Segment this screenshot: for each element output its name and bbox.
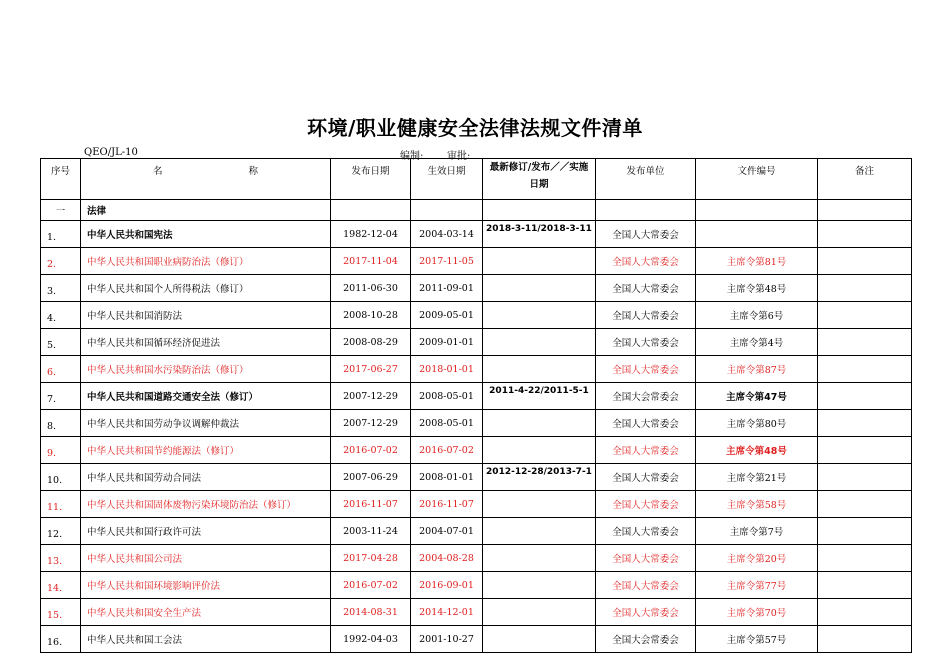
row-remark <box>818 491 912 518</box>
empty-cell <box>818 200 912 221</box>
row-law-name: 中华人民共和国职业病防治法（修订） <box>81 248 331 275</box>
regulation-table <box>40 158 912 653</box>
row-number: 12. <box>41 518 81 545</box>
row-latest-revision <box>483 572 596 599</box>
row-number: 6. <box>41 356 81 383</box>
row-publish-date: 2017-06-27 <box>331 356 411 383</box>
header-effective-date: 生效日期 <box>411 159 483 200</box>
row-publish-date: 2011-06-30 <box>331 275 411 302</box>
table-row <box>41 356 912 383</box>
row-issuing-unit: 全国人大常委会 <box>596 356 696 383</box>
compiled-by-label: 编制: <box>400 151 424 162</box>
row-remark <box>818 464 912 491</box>
row-file-number: 主席令第4号 <box>696 329 818 356</box>
row-file-number: 主席令第87号 <box>696 356 818 383</box>
row-latest-revision <box>483 302 596 329</box>
row-effective-date: 2018-01-01 <box>411 356 483 383</box>
empty-cell <box>331 200 411 221</box>
row-number: 2. <box>41 248 81 275</box>
row-remark <box>818 275 912 302</box>
row-effective-date: 2016-09-01 <box>411 572 483 599</box>
row-law-name: 中华人民共和国个人所得税法（修订） <box>81 275 331 302</box>
row-number: 16. <box>41 626 81 653</box>
row-publish-date: 2007-12-29 <box>331 410 411 437</box>
row-latest-revision <box>483 356 596 383</box>
row-file-number: 主席令第57号 <box>696 626 818 653</box>
table-row <box>41 464 912 491</box>
row-publish-date: 2007-12-29 <box>331 383 411 410</box>
table-row <box>41 248 912 275</box>
row-issuing-unit: 全国大会常委会 <box>596 626 696 653</box>
row-file-number <box>696 221 818 248</box>
row-file-number: 主席令第48号 <box>696 275 818 302</box>
row-law-name: 中华人民共和国消防法 <box>81 302 331 329</box>
document-code: QEO/JL-10 <box>84 147 138 158</box>
row-effective-date: 2004-08-28 <box>411 545 483 572</box>
section-number: 一 <box>41 200 81 221</box>
row-effective-date: 2004-07-01 <box>411 518 483 545</box>
section-row <box>41 200 912 221</box>
row-latest-revision <box>483 410 596 437</box>
row-number: 15. <box>41 599 81 626</box>
row-number: 5. <box>41 329 81 356</box>
row-number: 14. <box>41 572 81 599</box>
row-number: 10. <box>41 464 81 491</box>
row-remark <box>818 437 912 464</box>
row-remark <box>818 626 912 653</box>
row-effective-date: 2017-11-05 <box>411 248 483 275</box>
row-publish-date: 1982-12-04 <box>331 221 411 248</box>
table-row <box>41 383 912 410</box>
row-law-name: 中华人民共和国固体废物污染环境防治法（修订） <box>81 491 331 518</box>
row-law-name: 中华人民共和国循环经济促进法 <box>81 329 331 356</box>
row-number: 1. <box>41 221 81 248</box>
row-law-name: 中华人民共和国安全生产法 <box>81 599 331 626</box>
row-effective-date: 2011-09-01 <box>411 275 483 302</box>
empty-cell <box>483 200 596 221</box>
header-seq: 序号 <box>41 159 81 200</box>
table-row <box>41 302 912 329</box>
row-issuing-unit: 全国人大常委会 <box>596 302 696 329</box>
row-law-name: 中华人民共和国行政许可法 <box>81 518 331 545</box>
row-remark <box>818 329 912 356</box>
row-file-number: 主席令第6号 <box>696 302 818 329</box>
row-latest-revision <box>483 275 596 302</box>
row-law-name: 中华人民共和国节约能源法（修订） <box>81 437 331 464</box>
row-issuing-unit: 全国人大常委会 <box>596 545 696 572</box>
row-publish-date: 1992-04-03 <box>331 626 411 653</box>
row-effective-date: 2016-07-02 <box>411 437 483 464</box>
row-number: 4. <box>41 302 81 329</box>
header-issuing-unit: 发布单位 <box>596 159 696 200</box>
row-latest-revision <box>483 626 596 653</box>
table-row <box>41 437 912 464</box>
table-header-row <box>41 159 912 200</box>
row-remark <box>818 518 912 545</box>
row-publish-date: 2017-11-04 <box>331 248 411 275</box>
row-effective-date: 2016-11-07 <box>411 491 483 518</box>
row-file-number: 主席令第21号 <box>696 464 818 491</box>
row-file-number: 主席令第47号 <box>696 383 818 410</box>
row-issuing-unit: 全国人大常委会 <box>596 572 696 599</box>
row-effective-date: 2004-03-14 <box>411 221 483 248</box>
table-row <box>41 572 912 599</box>
row-number: 13. <box>41 545 81 572</box>
row-effective-date: 2009-05-01 <box>411 302 483 329</box>
header-name <box>81 159 331 200</box>
row-remark <box>818 383 912 410</box>
row-issuing-unit: 全国人大常委会 <box>596 437 696 464</box>
row-law-name: 中华人民共和国环境影响评价法 <box>81 572 331 599</box>
row-file-number: 主席令第81号 <box>696 248 818 275</box>
table-row <box>41 626 912 653</box>
row-file-number: 主席令第7号 <box>696 518 818 545</box>
row-number: 8. <box>41 410 81 437</box>
row-latest-revision: 2018-3-11/2018-3-11 <box>483 221 596 248</box>
row-latest-revision: 2011-4-22/2011-5-1 <box>483 383 596 410</box>
row-number: 7. <box>41 383 81 410</box>
row-publish-date: 2016-11-07 <box>331 491 411 518</box>
header-file-number: 文件编号 <box>696 159 818 200</box>
row-latest-revision <box>483 545 596 572</box>
row-effective-date: 2008-05-01 <box>411 410 483 437</box>
row-latest-revision: 2012-12-28/2013-7-1 <box>483 464 596 491</box>
row-issuing-unit: 全国人大常委会 <box>596 329 696 356</box>
table-row <box>41 599 912 626</box>
header-remark: 备注 <box>818 159 912 200</box>
row-remark <box>818 221 912 248</box>
row-issuing-unit: 全国人大常委会 <box>596 410 696 437</box>
row-publish-date: 2017-04-28 <box>331 545 411 572</box>
row-law-name: 中华人民共和国劳动争议调解仲裁法 <box>81 410 331 437</box>
row-law-name: 中华人民共和国工会法 <box>81 626 331 653</box>
row-effective-date: 2014-12-01 <box>411 599 483 626</box>
table-row <box>41 491 912 518</box>
reviewed-by-label: 审批: <box>447 151 471 162</box>
row-effective-date: 2008-01-01 <box>411 464 483 491</box>
row-issuing-unit: 全国人大常委会 <box>596 248 696 275</box>
row-publish-date: 2016-07-02 <box>331 437 411 464</box>
row-law-name: 中华人民共和国道路交通安全法（修订） <box>81 383 331 410</box>
header-name-part-b: 称 <box>248 166 259 177</box>
row-publish-date: 2014-08-31 <box>331 599 411 626</box>
row-file-number: 主席令第58号 <box>696 491 818 518</box>
row-issuing-unit: 全国人大常委会 <box>596 464 696 491</box>
empty-cell <box>411 200 483 221</box>
row-publish-date: 2016-07-02 <box>331 572 411 599</box>
row-law-name: 中华人民共和国劳动合同法 <box>81 464 331 491</box>
row-remark <box>818 599 912 626</box>
table-row <box>41 545 912 572</box>
header-latest-revision: 最新修订/发布／／实施日期 <box>483 159 596 200</box>
row-publish-date: 2003-11-24 <box>331 518 411 545</box>
header-publish-date: 发布日期 <box>331 159 411 200</box>
row-issuing-unit: 全国人大常委会 <box>596 518 696 545</box>
table-row <box>41 410 912 437</box>
row-law-name: 中华人民共和国水污染防治法（修订） <box>81 356 331 383</box>
row-publish-date: 2007-06-29 <box>331 464 411 491</box>
row-latest-revision <box>483 329 596 356</box>
table-row <box>41 221 912 248</box>
row-file-number: 主席令第70号 <box>696 599 818 626</box>
row-issuing-unit: 全国人大常委会 <box>596 221 696 248</box>
row-remark <box>818 356 912 383</box>
row-file-number: 主席令第48号 <box>696 437 818 464</box>
row-effective-date: 2009-01-01 <box>411 329 483 356</box>
row-file-number: 主席令第80号 <box>696 410 818 437</box>
row-file-number: 主席令第77号 <box>696 572 818 599</box>
row-issuing-unit: 全国大会常委会 <box>596 383 696 410</box>
row-latest-revision <box>483 518 596 545</box>
page-title: 环境/职业健康安全法律法规文件清单 <box>307 116 643 140</box>
table-row <box>41 518 912 545</box>
row-issuing-unit: 全国人大常委会 <box>596 491 696 518</box>
row-latest-revision <box>483 437 596 464</box>
empty-cell <box>596 200 696 221</box>
row-latest-revision <box>483 491 596 518</box>
row-issuing-unit: 全国人大常委会 <box>596 599 696 626</box>
table-row <box>41 329 912 356</box>
row-remark <box>818 545 912 572</box>
row-latest-revision <box>483 248 596 275</box>
row-issuing-unit: 全国人大常委会 <box>596 275 696 302</box>
row-latest-revision <box>483 599 596 626</box>
row-number: 11. <box>41 491 81 518</box>
header-name-part-a: 名 <box>152 166 163 177</box>
row-effective-date: 2001-10-27 <box>411 626 483 653</box>
row-file-number: 主席令第20号 <box>696 545 818 572</box>
empty-cell <box>696 200 818 221</box>
row-publish-date: 2008-08-29 <box>331 329 411 356</box>
row-law-name: 中华人民共和国公司法 <box>81 545 331 572</box>
row-remark <box>818 248 912 275</box>
section-name: 法律 <box>81 200 331 221</box>
row-number: 3. <box>41 275 81 302</box>
row-remark <box>818 302 912 329</box>
row-effective-date: 2008-05-01 <box>411 383 483 410</box>
row-remark <box>818 572 912 599</box>
row-publish-date: 2008-10-28 <box>331 302 411 329</box>
table-row <box>41 275 912 302</box>
row-number: 9. <box>41 437 81 464</box>
row-law-name: 中华人民共和国宪法 <box>81 221 331 248</box>
row-remark <box>818 410 912 437</box>
